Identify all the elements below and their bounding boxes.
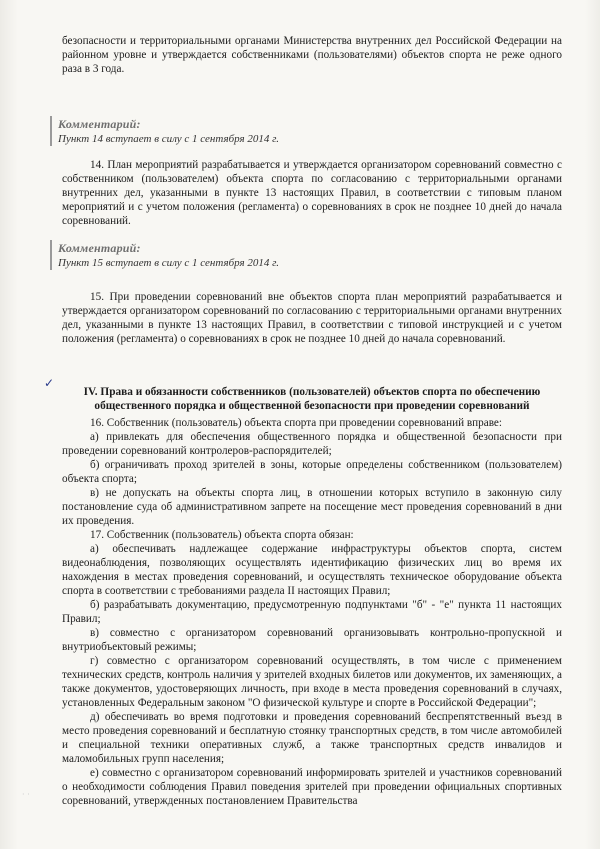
comment-block-2: [50, 240, 558, 270]
intro-paragraph: [62, 34, 562, 76]
scan-speck: · ·: [22, 790, 30, 799]
comment-title: Комментарий:: [58, 241, 141, 255]
paragraph-17: 17. Собственник (пользователь) объекта спорта обязан:: [90, 529, 354, 541]
paragraph-17d: г) совместно с организатором соревнований осуществлять, в том числе с применением технических средств, контроль наличия у зрителей входных билетов или документов, их заменяющих, а также документов, удостоверяющих личность, при входе в места проведения соревнований в случаях, установленных Федеральным законом "О физической культуре и спорте в Российской Федерации";: [62, 655, 562, 709]
paragraph-16a: а) привлекать для обеспечения общественного порядка и общественной безопасности при проведении соревнований контролеров-распорядителей;: [62, 431, 562, 457]
intro-text: безопасности и территориальными органами Министерства внутренних дел Российской Федерации на районном уровне и утверждается собственниками (пользователями) объектов спорта не реже одного раза в 3 года.: [62, 35, 562, 75]
paragraph-16c: в) не допускать на объекты спорта лиц, в отношении которых вступило в законную силу постановление суда об административном запрете на посещение мест проведения соревнований в дни их проведения.: [62, 487, 562, 527]
paragraph-17e: д) обеспечивать во время подготовки и проведения соревнований беспрепятственный въезд в место проведения соревнований и бесплатную стоянку транспортных средств, в том числе автомобилей и специальной техники оперативных служб, а также транспортных средств инвалидов и маломобильных групп населения;: [62, 711, 562, 765]
section-heading: IV. Права и обязанности собственников (пользователей) объектов спорта по обеспечению общественного порядка и общественной безопасности при проведении соревнований: [83, 386, 541, 413]
paragraph-16-block: [62, 416, 562, 808]
paragraph-17f: е) совместно с организатором соревнований информировать зрителей и участников соревнований о необходимости соблюдения Правил поведения зрителей при проведении официальных спортивных соревнований, утвержденных постановлением Правительства: [62, 767, 562, 807]
paragraph-17c: в) совместно с организатором соревнований организовывать контрольно-пропускной и внутриобъектовый режимы;: [62, 627, 562, 653]
paragraph-15: [62, 290, 562, 346]
paragraph-14-text: 14. План мероприятий разрабатывается и утверждается организатором соревнований совместно с собственником (пользователем) объекта спорта по согласованию с территориальными органами внутренних дел, указанными в пункте 13 настоящих Правил, в соответствии с типовым планом мероприятий и с учетом положения (регламента) о соревнованиях в срок не позднее 10 дней до начала соревнований.: [62, 159, 562, 227]
comment-title: Комментарий:: [58, 117, 141, 131]
paragraph-15-text: 15. При проведении соревнований вне объектов спорта план мероприятий разрабатывается и утверждается организатором соревнований по согласованию с территориальными органами внутренних дел, указанными в пункте 13 настоящих Правил, в соответствии с типовой инструкцией и с учетом положения (регламента) о соревнованиях в срок не позднее 10 дней до начала соревнований.: [62, 291, 562, 345]
paragraph-14: [62, 158, 562, 228]
checkmark-icon: ✓: [44, 376, 55, 390]
paragraph-16: 16. Собственник (пользователь) объекта спорта при проведении соревнований вправе:: [90, 417, 502, 429]
comment-block-1: [50, 116, 558, 146]
paragraph-16b: б) ограничивать проход зрителей в зоны, которые определены собственником (пользователем) объекта спорта;: [62, 459, 562, 485]
paragraph-17b: б) разрабатывать документацию, предусмотренную подпунктами "б" - "е" пункта 11 настоящих Правил;: [62, 599, 562, 625]
comment-body: Пункт 15 вступает в силу с 1 сентября 2014 г.: [58, 257, 279, 269]
paragraph-17a: а) обеспечивать надлежащее содержание инфраструктуры объектов спорта, систем видеонаблюдения, позволяющих осуществлять идентификацию физических лиц во время их нахождения в местах проведения соревнований, и осуществлять техническое оборудование объекта спорта в соответствии с требованиями раздела II настоящих Правил;: [62, 543, 562, 597]
comment-body: Пункт 14 вступает в силу с 1 сентября 2014 г.: [58, 133, 279, 145]
